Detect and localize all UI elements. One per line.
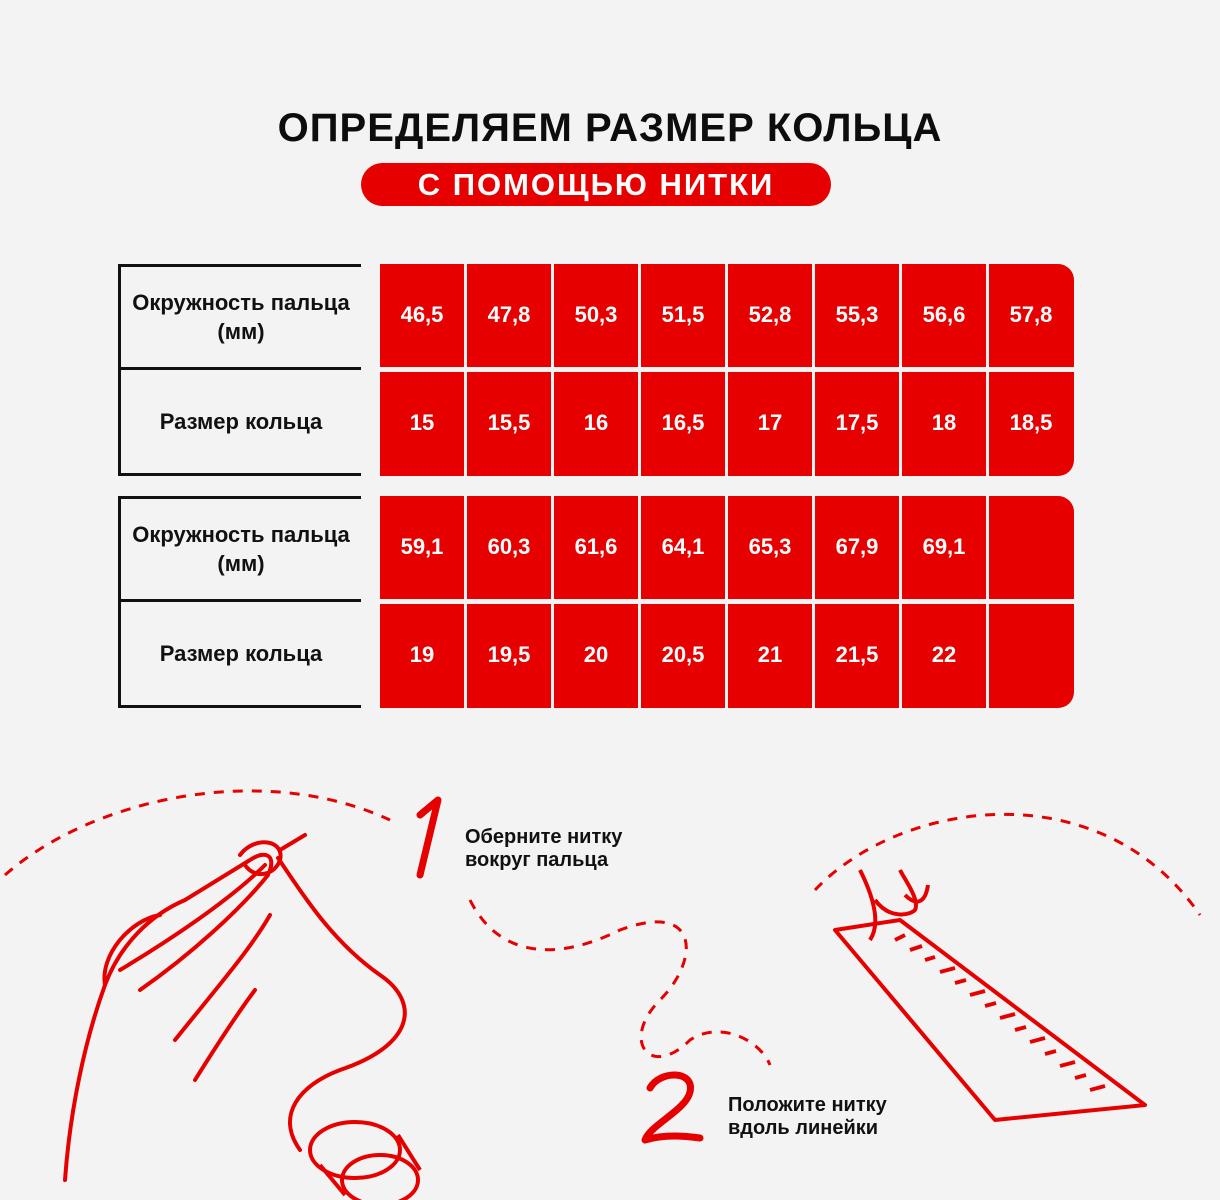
size-cell: 17 (757, 409, 783, 435)
step-1-line2: вокруг пальца (465, 849, 609, 871)
number-2-icon (645, 1075, 700, 1140)
number-1-icon (420, 800, 438, 875)
size-cell: 19 (409, 641, 435, 667)
values-grid (380, 264, 1074, 476)
row-divider (380, 599, 1074, 604)
size-cell: 19,5 (487, 641, 531, 667)
spool-icon (310, 1122, 420, 1200)
circumference-cell: 51,5 (661, 301, 705, 327)
label-ring-size: Размер кольца (121, 602, 361, 708)
circumference-cell (989, 496, 1073, 597)
size-cell: 18,5 (1009, 409, 1053, 435)
measuring-illustration (0, 740, 1220, 1200)
size-table-1 (118, 264, 1074, 476)
step-2-text (728, 1094, 887, 1140)
circumference-cell: 59,1 (400, 533, 444, 559)
size-cell: 20 (583, 641, 609, 667)
values-grid (380, 496, 1074, 708)
subtitle-badge: С ПОМОЩЬЮ НИТКИ (361, 163, 831, 206)
row-divider (380, 367, 1074, 372)
label-circumference: Окружность пальца (мм) (121, 496, 361, 602)
circumference-cell: 50,3 (574, 301, 618, 327)
dashed-thread-path (470, 900, 770, 1065)
size-cell: 22 (931, 641, 957, 667)
size-cell (989, 604, 1073, 705)
size-cell: 20,5 (661, 641, 705, 667)
circumference-cell: 52,8 (748, 301, 792, 327)
step-1-text (465, 826, 622, 872)
circumference-cell: 60,3 (487, 533, 531, 559)
page-title: ОПРЕДЕЛЯЕМ РАЗМЕР КОЛЬЦА (277, 106, 943, 150)
step-2-line2: вдоль линейки (728, 1117, 879, 1139)
size-cell: 21 (757, 641, 783, 667)
label-ring-size: Размер кольца (121, 370, 361, 476)
circumference-cell: 47,8 (487, 301, 531, 327)
size-cell: 18 (931, 409, 957, 435)
size-cell: 16,5 (661, 409, 705, 435)
size-cell: 17,5 (835, 409, 879, 435)
size-cell: 21,5 (835, 641, 879, 667)
circumference-cell: 56,6 (922, 301, 966, 327)
circumference-cell: 65,3 (748, 533, 792, 559)
circumference-cell: 64,1 (661, 533, 705, 559)
row-labels (118, 264, 358, 476)
ruler-icon (835, 870, 1145, 1120)
circumference-cell: 69,1 (922, 533, 966, 559)
hand-icon (65, 835, 405, 1180)
step-2-line1: Положите нитку (728, 1094, 887, 1116)
circumference-cell: 55,3 (835, 301, 879, 327)
size-cell: 15 (409, 409, 435, 435)
step-1-line1: Оберните нитку (465, 826, 623, 848)
size-table-2 (118, 496, 1074, 708)
size-cell: 16 (583, 409, 609, 435)
circumference-cell: 61,6 (574, 533, 618, 559)
dashed-arc-left (5, 791, 390, 875)
row-labels (118, 496, 358, 708)
size-cell: 15,5 (487, 409, 531, 435)
label-circumference: Окружность пальца (мм) (121, 264, 361, 370)
circumference-cell: 46,5 (400, 301, 444, 327)
circumference-cell: 67,9 (835, 533, 879, 559)
circumference-cell: 57,8 (1009, 301, 1053, 327)
